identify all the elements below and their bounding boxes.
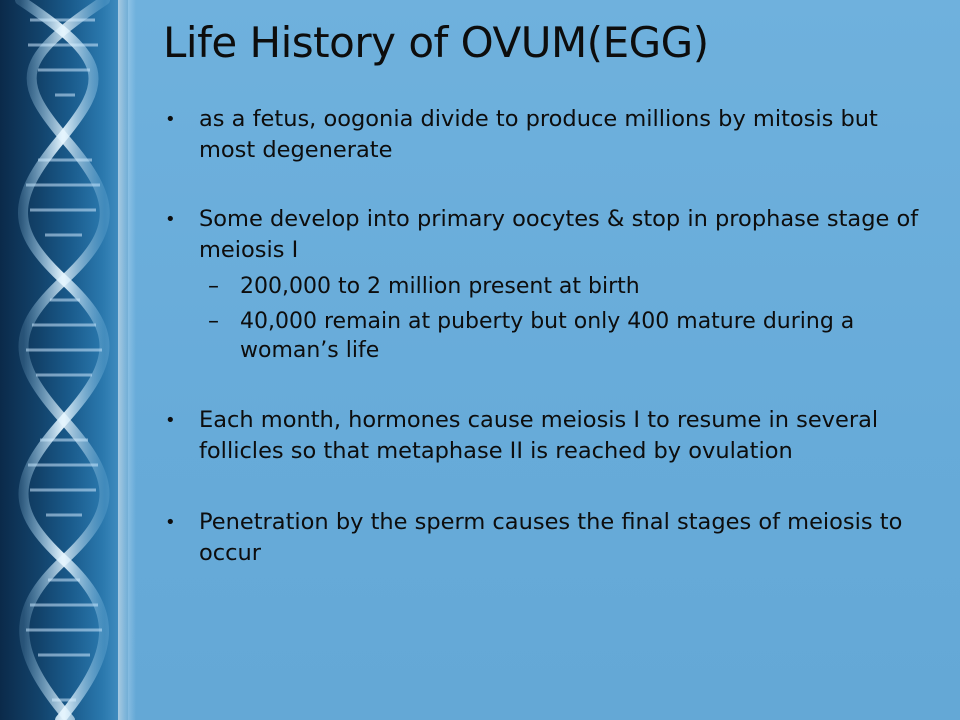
bullet-item (162, 405, 937, 467)
sub-bullet-text: 40,000 remain at puberty but only 400 mature during a woman’s life (240, 309, 855, 363)
dna-helix-decoration (0, 0, 128, 720)
bullet-symbol: • (165, 109, 176, 130)
dna-edge-highlight (118, 0, 136, 720)
sub-bullet-symbol: – (208, 274, 219, 299)
bullet-text: Each month, hormones cause meiosis I to resume in several follicles so that metaphase II is reached by ovulation (199, 407, 879, 464)
sub-bullet-item (162, 307, 937, 365)
slide-title: Life History of OVUM(EGG) (163, 18, 709, 67)
bullet-text: Penetration by the sperm causes the final stages of meiosis to occur (199, 509, 903, 566)
bullet-item (162, 507, 937, 569)
bullet-symbol: • (165, 209, 176, 230)
bullet-item (162, 204, 937, 266)
bullet-text: as a fetus, oogonia divide to produce millions by mitosis but most degenerate (199, 106, 878, 163)
sub-bullet-symbol: – (208, 309, 219, 334)
sub-bullet-item (162, 272, 937, 301)
dna-helix-icon (0, 0, 128, 720)
bullet-text: Some develop into primary oocytes & stop in prophase stage of meiosis I (199, 206, 919, 263)
bullet-symbol: • (165, 410, 176, 431)
bullet-item (162, 104, 937, 166)
sub-bullet-text: 200,000 to 2 million present at birth (240, 274, 640, 299)
bullet-symbol: • (165, 512, 176, 533)
bullet-list (162, 104, 937, 569)
